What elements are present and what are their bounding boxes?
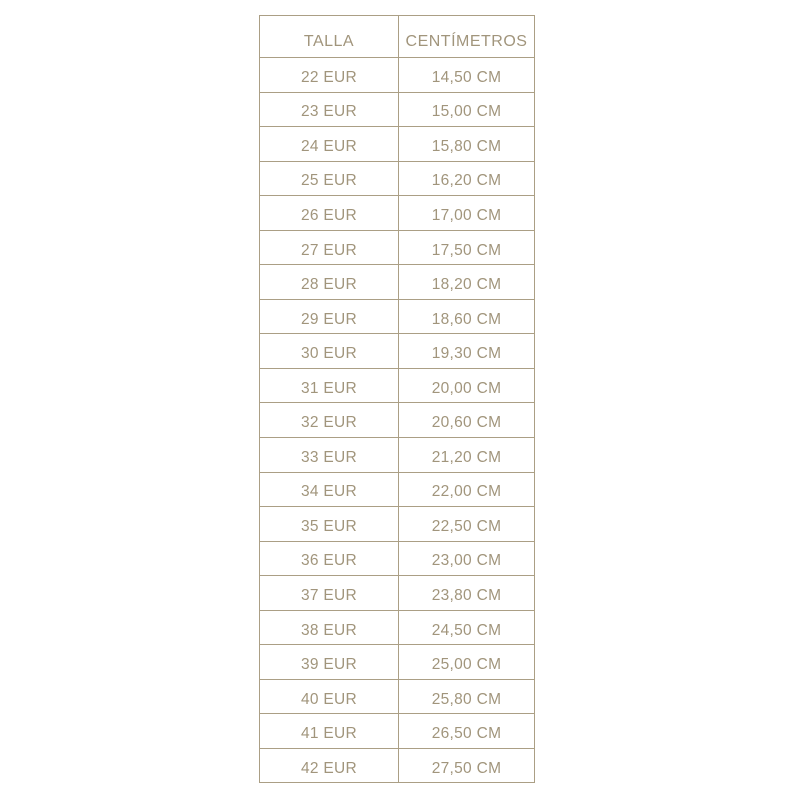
size-cell: 27 EUR	[260, 230, 399, 265]
table-header	[260, 16, 535, 58]
table-row	[260, 265, 535, 300]
centimeters-cell: 15,00 CM	[399, 92, 535, 127]
table-row	[260, 576, 535, 611]
centimeters-cell: 27,50 CM	[399, 748, 535, 783]
size-cell: 40 EUR	[260, 679, 399, 714]
centimeters-cell: 14,50 CM	[399, 58, 535, 93]
size-cell: 30 EUR	[260, 334, 399, 369]
size-cell: 35 EUR	[260, 507, 399, 542]
size-cell: 37 EUR	[260, 576, 399, 611]
size-cell: 41 EUR	[260, 714, 399, 749]
table-row	[260, 161, 535, 196]
table-row	[260, 507, 535, 542]
centimeters-cell: 20,60 CM	[399, 403, 535, 438]
size-cell: 42 EUR	[260, 748, 399, 783]
table-row	[260, 58, 535, 93]
size-cell: 28 EUR	[260, 265, 399, 300]
table-row	[260, 299, 535, 334]
size-cell: 32 EUR	[260, 403, 399, 438]
size-conversion-table	[259, 15, 535, 783]
table-row	[260, 368, 535, 403]
size-cell: 23 EUR	[260, 92, 399, 127]
size-cell: 39 EUR	[260, 645, 399, 680]
table-row	[260, 541, 535, 576]
table-row	[260, 679, 535, 714]
centimeters-cell: 15,80 CM	[399, 127, 535, 162]
centimeters-cell: 23,00 CM	[399, 541, 535, 576]
size-cell: 26 EUR	[260, 196, 399, 231]
size-cell: 31 EUR	[260, 368, 399, 403]
centimeters-cell: 19,30 CM	[399, 334, 535, 369]
table-row	[260, 748, 535, 783]
table-row	[260, 472, 535, 507]
centimeters-cell: 23,80 CM	[399, 576, 535, 611]
table-row	[260, 403, 535, 438]
table-row	[260, 645, 535, 680]
header-row	[260, 16, 535, 58]
size-cell: 36 EUR	[260, 541, 399, 576]
centimeters-cell: 24,50 CM	[399, 610, 535, 645]
centimeters-cell: 18,60 CM	[399, 299, 535, 334]
table-body	[260, 58, 535, 783]
centimeters-cell: 18,20 CM	[399, 265, 535, 300]
size-cell: 24 EUR	[260, 127, 399, 162]
centimeters-cell: 22,00 CM	[399, 472, 535, 507]
centimeters-cell: 21,20 CM	[399, 438, 535, 473]
size-cell: 38 EUR	[260, 610, 399, 645]
table-row	[260, 127, 535, 162]
table-row	[260, 438, 535, 473]
centimeters-cell: 16,20 CM	[399, 161, 535, 196]
size-cell: 25 EUR	[260, 161, 399, 196]
table-row	[260, 334, 535, 369]
size-cell: 29 EUR	[260, 299, 399, 334]
column-header-centimetros: CENTÍMETROS	[399, 16, 535, 58]
centimeters-cell: 17,50 CM	[399, 230, 535, 265]
table-row	[260, 230, 535, 265]
table-row	[260, 610, 535, 645]
table-row	[260, 714, 535, 749]
centimeters-cell: 22,50 CM	[399, 507, 535, 542]
table-row	[260, 92, 535, 127]
centimeters-cell: 25,00 CM	[399, 645, 535, 680]
centimeters-cell: 17,00 CM	[399, 196, 535, 231]
column-header-talla: TALLA	[260, 16, 399, 58]
centimeters-cell: 20,00 CM	[399, 368, 535, 403]
centimeters-cell: 26,50 CM	[399, 714, 535, 749]
table-row	[260, 196, 535, 231]
size-cell: 22 EUR	[260, 58, 399, 93]
size-cell: 33 EUR	[260, 438, 399, 473]
size-cell: 34 EUR	[260, 472, 399, 507]
centimeters-cell: 25,80 CM	[399, 679, 535, 714]
